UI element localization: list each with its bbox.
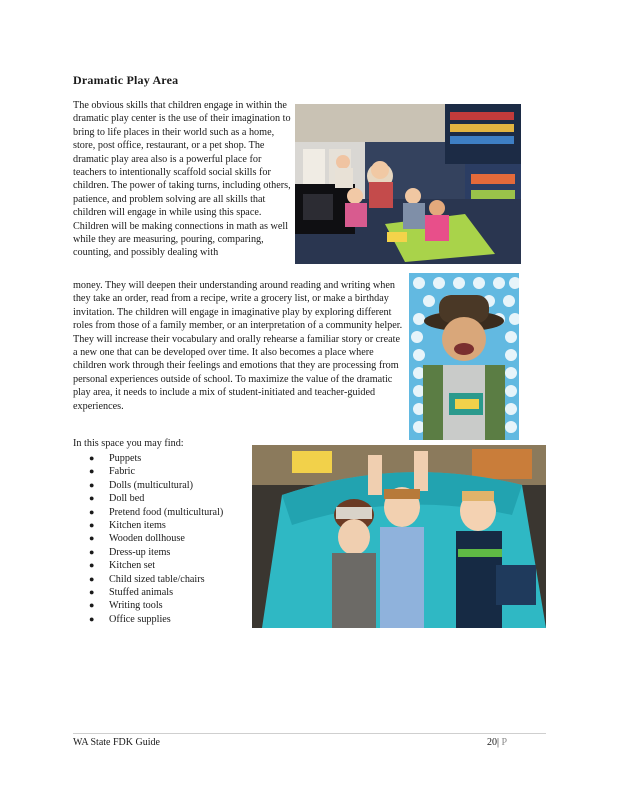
list-intro: In this space you may find: <box>73 438 184 449</box>
bullet-icon: ● <box>89 573 95 584</box>
list-item <box>89 452 223 465</box>
list-item <box>89 532 223 545</box>
bullet-icon: ● <box>89 479 95 490</box>
list-item <box>89 479 223 492</box>
footer-divider <box>73 733 546 734</box>
list-item-label: Doll bed <box>109 493 145 505</box>
list-item <box>89 559 223 572</box>
bullet-icon: ● <box>89 506 95 517</box>
page-number-separator: | <box>497 737 500 748</box>
page-number-value: 20 <box>487 737 497 748</box>
bullet-icon: ● <box>89 453 95 463</box>
list-item <box>89 519 223 532</box>
list-item <box>89 613 223 626</box>
bullet-icon: ● <box>89 466 95 477</box>
paragraph-intro: The obvious skills that children engage in within the dramatic play center is the use of their imagination to bring to life places in their world such as a home, store, post office, restaurant, or a pet shop. The dramatic play area also is a powerful place for teachers to intentionally scaffold social skills for children. The power of taking turns, including others, patience, and problem solving are all skills that children will engage in while using this space. Children will be making connections in math as well while they are measuring, pouring, comparing, counting, and possibly dealing with <box>73 100 291 259</box>
bullet-icon: ● <box>89 587 95 598</box>
list-item <box>89 492 223 505</box>
page-label: P <box>501 737 508 748</box>
list-item-label: Writing tools <box>109 600 163 612</box>
bullet-icon: ● <box>89 600 95 611</box>
list-item-label: Wooden dollhouse <box>109 533 185 545</box>
list-item <box>89 599 223 612</box>
list-item-label: Kitchen set <box>109 560 156 572</box>
list-item-label: Office supplies <box>109 613 171 625</box>
list-item-label: Dress‑up items <box>109 546 171 558</box>
laughing-child-photo <box>409 273 519 440</box>
list-item <box>89 506 223 519</box>
list-item <box>89 546 223 559</box>
list-item-label: Fabric <box>109 466 136 478</box>
bullet-icon: ● <box>89 493 95 504</box>
children-under-fabric-photo <box>252 445 546 628</box>
list-item-label: Puppets <box>109 453 142 464</box>
list-item-label: Kitchen items <box>109 520 166 532</box>
footer-title: WA State FDK Guide <box>73 737 160 748</box>
bullet-icon: ● <box>89 533 95 544</box>
bullet-icon: ● <box>89 546 95 557</box>
classroom-reading-corner-photo <box>295 104 521 264</box>
materials-list <box>89 452 223 626</box>
bullet-icon: ● <box>89 520 95 531</box>
bullet-icon: ● <box>89 560 95 571</box>
page-number <box>487 737 507 748</box>
section-title: Dramatic Play Area <box>73 73 179 87</box>
list-item <box>89 573 223 586</box>
list-item-label: Pretend food (multicultural) <box>109 506 224 518</box>
list-item-label: Stuffed animals <box>109 587 174 599</box>
list-item <box>89 465 223 478</box>
list-item-label: Child sized table/chairs <box>109 573 205 585</box>
bullet-icon: ● <box>89 613 95 624</box>
list-item-label: Dolls (multicultural) <box>109 479 194 491</box>
paragraph-continued: money. They will deepen their understanding around reading and writing when they take an order, read from a recipe, write a grocery list, or make a birthday invitation. The children will engage in imaginative play by exploring different roles from those of a family member, or an interpretation of a community helper. They will increase their vocabulary and orally rehearse a familiar story or create a new one that can be developed over time. It also becomes a place where children work through their feelings and emotions that they are processing from personal experiences outside of school. To maximize the value of the dramatic play area, it needs to include a mix of student‑initiated and teacher‑guided experiences. <box>73 280 403 412</box>
list-item <box>89 586 223 599</box>
